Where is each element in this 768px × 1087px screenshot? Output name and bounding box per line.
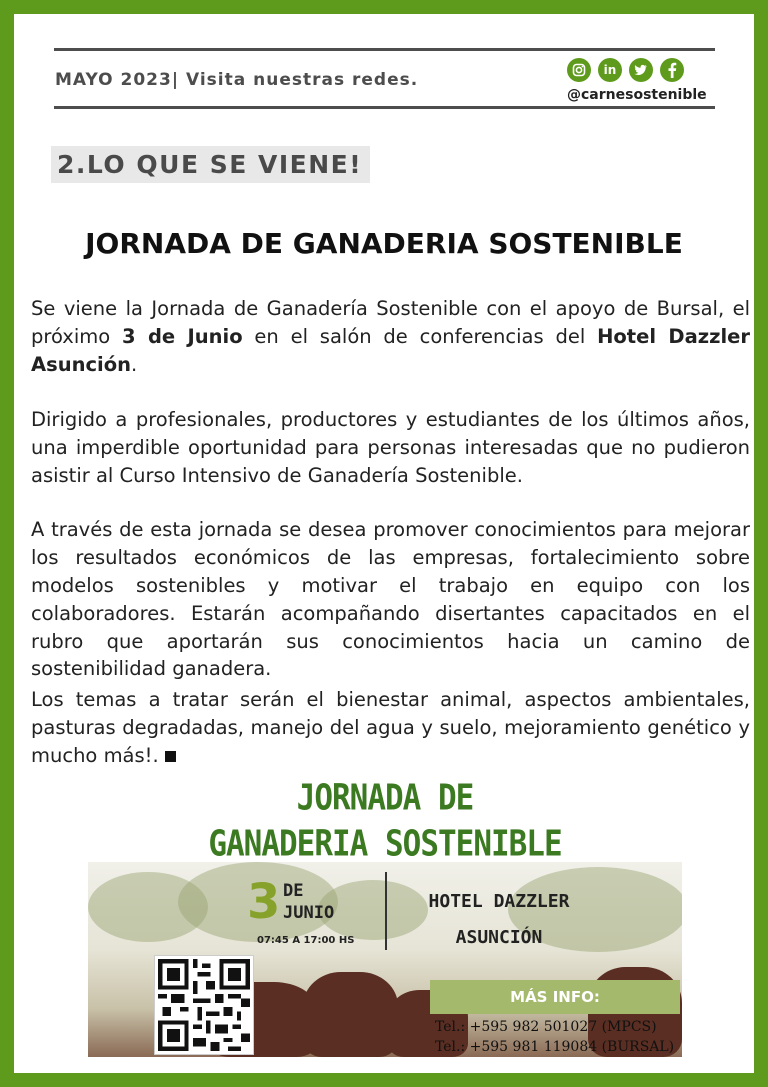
flyer-title-line1: JORNADA DE bbox=[296, 777, 474, 819]
twitter-icon[interactable] bbox=[629, 58, 653, 82]
flyer-hotel: HOTEL DAZZLER ASUNCIÓN bbox=[428, 891, 570, 948]
contact-phones bbox=[435, 1018, 674, 1057]
paragraph-intro: Se viene la Jornada de Ganadería Sostenible con el apoyo de Bursal, el próximo 3 de Junio en el salón de conferencias del Hotel Dazzler Asunción. bbox=[31, 297, 750, 376]
flyer-month: DE JUNIO bbox=[283, 881, 335, 924]
phone-bursal[interactable]: Tel.: +595 981 119084 (BURSAL) bbox=[435, 1038, 675, 1055]
section-heading: 2.LO QUE SE VIENE! bbox=[51, 146, 370, 183]
header-top-rule bbox=[54, 48, 715, 51]
social-handle[interactable]: @carnesostenible bbox=[567, 87, 707, 103]
social-icons bbox=[567, 58, 684, 82]
header-date: MAYO 2023| Visita nuestras redes. bbox=[55, 70, 419, 90]
facebook-icon[interactable] bbox=[660, 58, 684, 82]
event-venue: Hotel Dazzler Asunción bbox=[31, 324, 750, 376]
more-info-label: MÁS INFO: bbox=[430, 980, 680, 1014]
event-flyer bbox=[88, 772, 682, 1057]
event-date: 3 de Junio bbox=[121, 324, 243, 348]
instagram-icon[interactable] bbox=[567, 58, 591, 82]
flyer-day: 3 bbox=[247, 874, 281, 930]
qr-code[interactable] bbox=[155, 956, 253, 1054]
flyer-divider bbox=[385, 872, 387, 950]
paragraph-goals: A través de esta jornada se desea promover conocimientos para mejorar los resultados económicos de las empresas, fortalecimiento sobre modelos sostenibles y motivar el trabajo en equipo con los colaboradores. Estarán acompañando disertantes capacitados en el rubro que aportarán sus conocimientos hacia un camino de sostenibilidad ganadera. bbox=[31, 518, 750, 681]
flyer-time: 07:45 A 17:00 HS bbox=[257, 935, 355, 946]
header-bottom-rule bbox=[54, 106, 715, 109]
paragraph-audience: Dirigido a profesionales, productores y estudiantes de los últimos años, una imperdible oportunidad para personas interesadas que no pudieron asistir al Curso Intensivo de Ganadería Sostenible. bbox=[31, 408, 750, 487]
article-title: JORNADA DE GANADERIA SOSTENIBLE bbox=[85, 227, 683, 260]
phone-mpcs[interactable]: Tel.: +595 982 501027 (MPCS) bbox=[435, 1019, 657, 1035]
linkedin-icon[interactable]: in bbox=[598, 58, 622, 82]
flyer-title-line2: GANADERIA SOSTENIBLE bbox=[208, 823, 562, 865]
end-mark-icon bbox=[165, 751, 176, 762]
paragraph-topics: Los temas a tratar serán el bienestar animal, aspectos ambientales, pasturas degradadas, manejo del agua y suelo, mejoramiento genético y mucho más!. bbox=[31, 688, 750, 767]
